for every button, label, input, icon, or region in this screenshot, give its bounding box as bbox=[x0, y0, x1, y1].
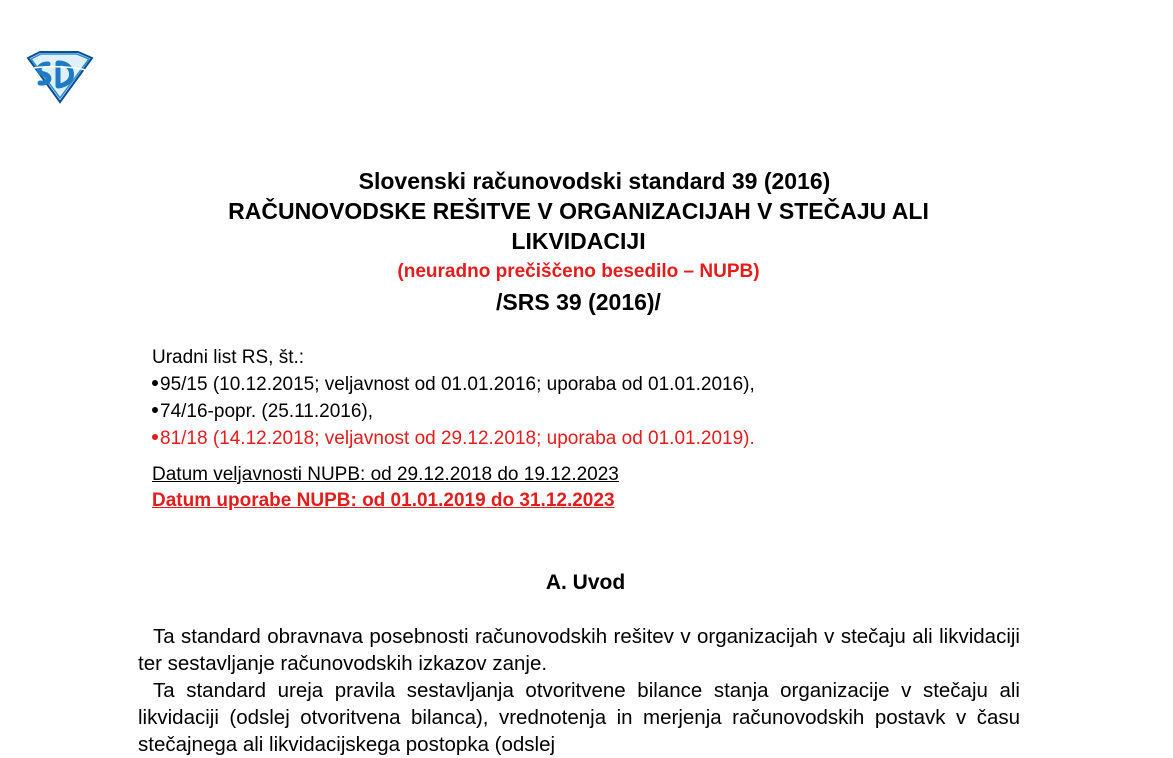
bullet-icon bbox=[152, 434, 158, 440]
document-subject-line1: RAČUNOVODSKE REŠITVE V ORGANIZACIJAH V STEČAJU ALI bbox=[228, 198, 929, 224]
gazette-entry-text: 81/18 (14.12.2018; veljavnost od 29.12.2018; uporaba od 01.01.2019). bbox=[160, 428, 755, 449]
document-subtitle: (neuradno prečiščeno besedilo – NUPB) bbox=[397, 261, 760, 282]
application-date: Datum uporabe NUPB: od 01.01.2019 do 31.12.2023 bbox=[152, 490, 615, 511]
gazette-entry bbox=[152, 371, 755, 398]
gazette-entry-text: 95/15 (10.12.2015; veljavnost od 01.01.2016; uporaba od 01.01.2016), bbox=[160, 374, 755, 395]
document-subject-line2: LIKVIDACIJI bbox=[511, 228, 646, 254]
gazette-entry-highlighted bbox=[152, 425, 755, 452]
gazette-label: Uradni list RS, št.: bbox=[152, 347, 305, 368]
document-code: /SRS 39 (2016)/ bbox=[496, 289, 661, 315]
section-heading: A. Uvod bbox=[545, 571, 626, 594]
dates-block bbox=[152, 462, 619, 514]
paragraph: Ta standard ureja pravila sestavljanja otvoritvene bilance stanja organizacije v stečaju ali likvidaciji (odslej otvoritvena bilanca), vrednotenja in merjenja računovodskih postavk v času stečajnega ali likvidacijskega postopka (odslej bbox=[138, 679, 1020, 756]
section-body bbox=[138, 623, 1020, 758]
gazette-entry bbox=[152, 398, 755, 425]
gazette-entry-text: 74/16-popr. (25.11.2016), bbox=[160, 401, 374, 422]
validity-date: Datum veljavnosti NUPB: od 29.12.2018 do 19.12.2023 bbox=[152, 464, 619, 485]
paragraph: Ta standard obravnava posebnosti računovodskih rešitev v organizacijah v stečaju ali likvidaciji ter sestavljanje računovodskih izkazov zanje. bbox=[138, 625, 1020, 675]
shield-logo-icon bbox=[22, 48, 96, 104]
bullet-icon bbox=[152, 407, 158, 413]
document-title: Slovenski računovodski standard 39 (2016) bbox=[358, 168, 831, 194]
sd-logo bbox=[22, 48, 96, 104]
bullet-icon bbox=[152, 380, 158, 386]
gazette-list bbox=[152, 344, 755, 452]
